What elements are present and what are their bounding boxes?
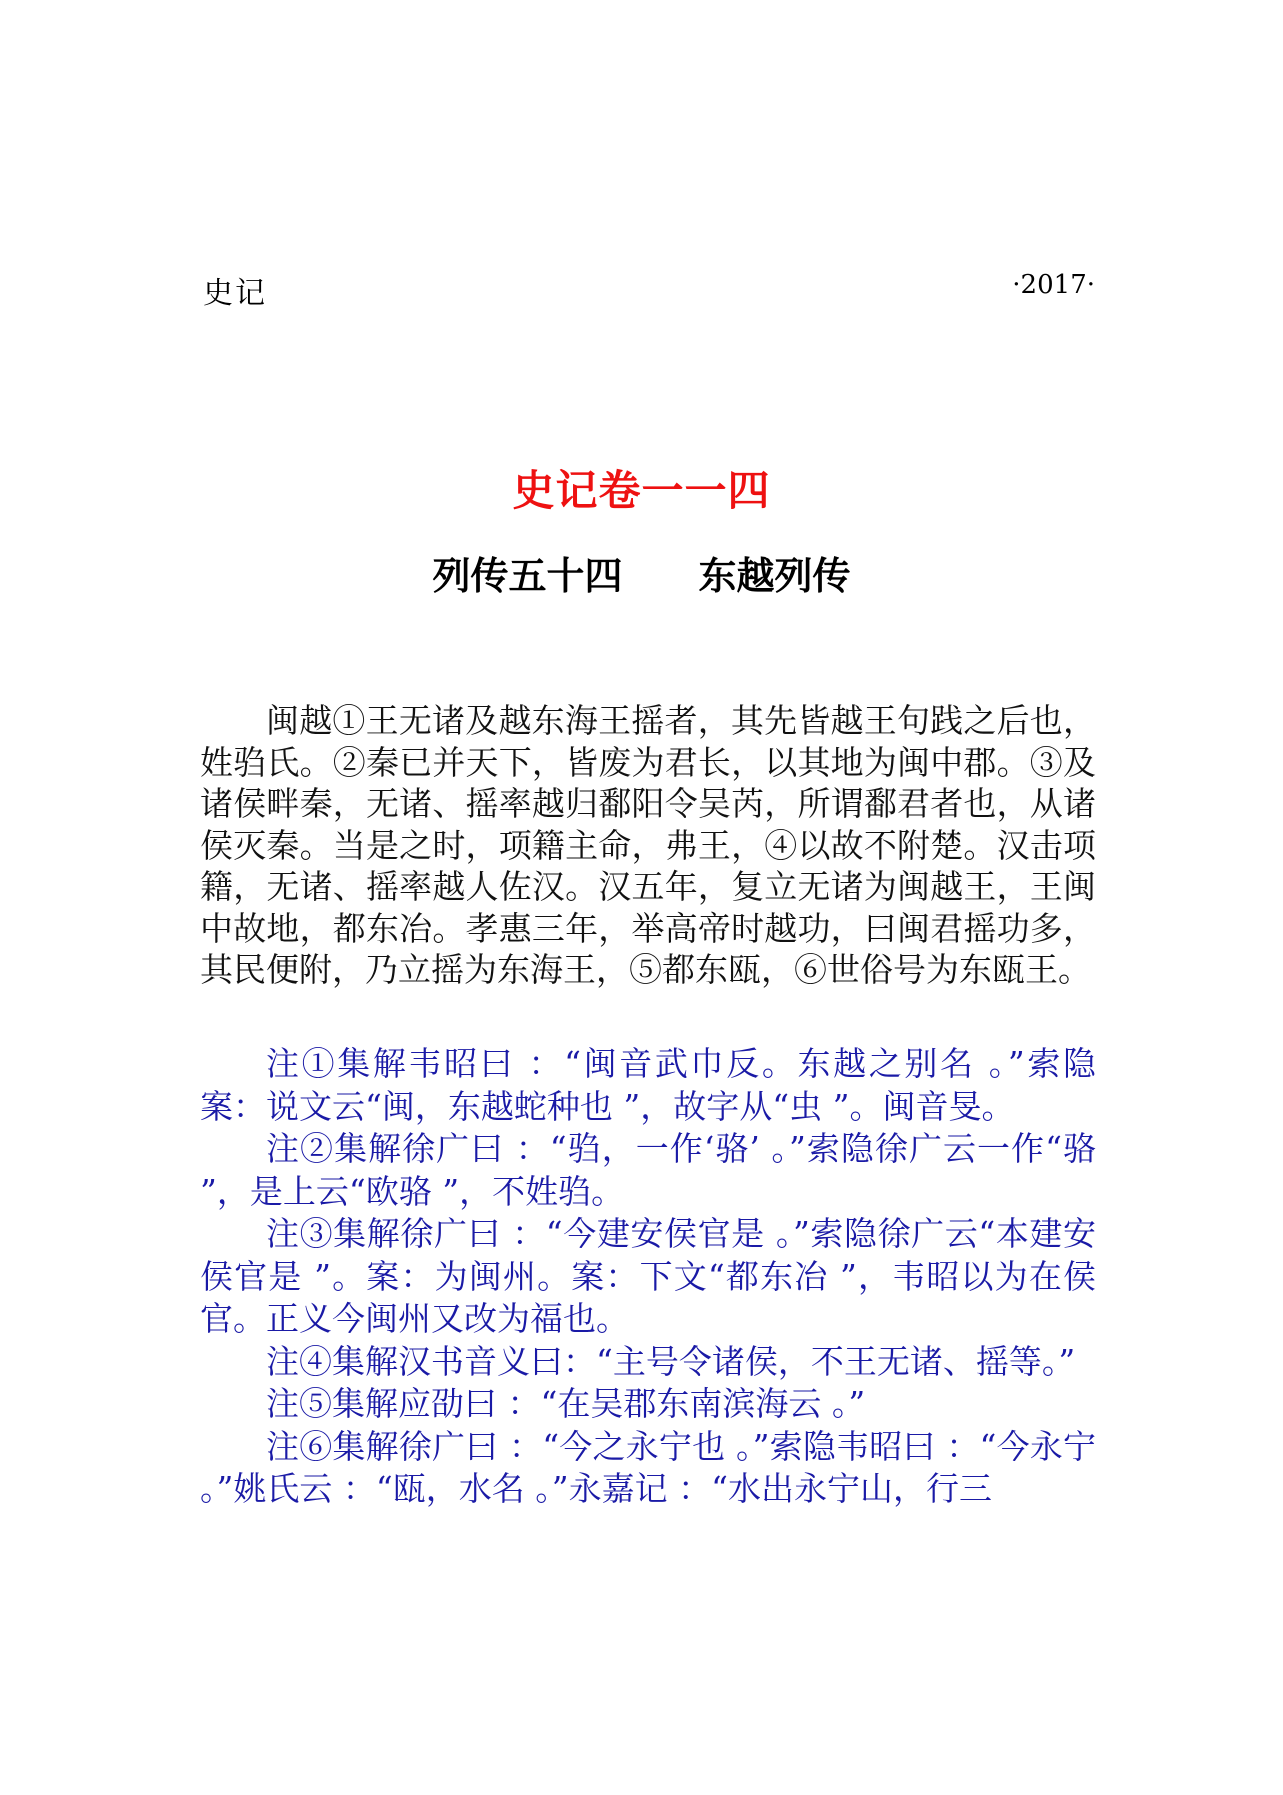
chapter-title: 列传五十四 东越列传 [432, 554, 851, 598]
note-4: 注④集解汉书音义曰：“主号令诸侯，不王无诸、摇等。” [266, 1341, 1076, 1381]
page-number: ·2017· [1012, 270, 1095, 300]
main-text-paragraph: 闽越①王无诸及越东海王摇者，其先皆越王句践之后也，姓驺氏。②秦已并天下，皆废为君长，以其地为闽中郡。③及诸侯畔秦，无诸、摇率越归鄱阳令吴芮，所谓鄱君者也，从诸侯灭秦。当是之时，项籍主命，弗王，④以故不附楚。汉击项籍，无诸、摇率越人佐汉。汉五年，复立无诸为闽越王，王闽中故地，都东冶。孝惠三年，举高帝时越功，曰闽君摇功多，其民便附，乃立摇为东海王，⑤都东瓯，⑥世俗号为东瓯王。 [200, 701, 1096, 989]
note-3: 注③集解徐广曰 ：“今建安侯官是 。”索隐徐广云“本建安侯官是 ”。案：为闽州。案：下文“都东冶 ”，韦昭以为在侯官。正义今闽州又改为福也。 [200, 1214, 1096, 1338]
book-name: 史记 [203, 276, 267, 311]
notes-section [200, 1043, 1096, 1511]
note-2: 注②集解徐广曰 ：“驺，一作‘骆’ 。”索隐徐广云一作“骆 ”，是上云“欧骆 ”，不姓驺。 [200, 1129, 1096, 1211]
note-6: 注⑥集解徐广曰 ：“今之永宁也 。”索隐韦昭曰 ：“今永宁 。”姚氏云 ：“瓯，水名 。”永嘉记 ：“水出永宁山，行三 [200, 1426, 1096, 1508]
volume-title: 史记卷一一四 [512, 466, 771, 515]
page-header [203, 268, 1095, 311]
note-1: 注①集解韦昭曰 ：“闽音武巾反。东越之别名 。”索隐案：说文云“闽，东越蛇种也 ”，故字从“虫 ”。闽音旻。 [200, 1044, 1096, 1126]
note-5: 注⑤集解应劭曰 ：“在吴郡东南滨海云 。” [266, 1384, 866, 1423]
